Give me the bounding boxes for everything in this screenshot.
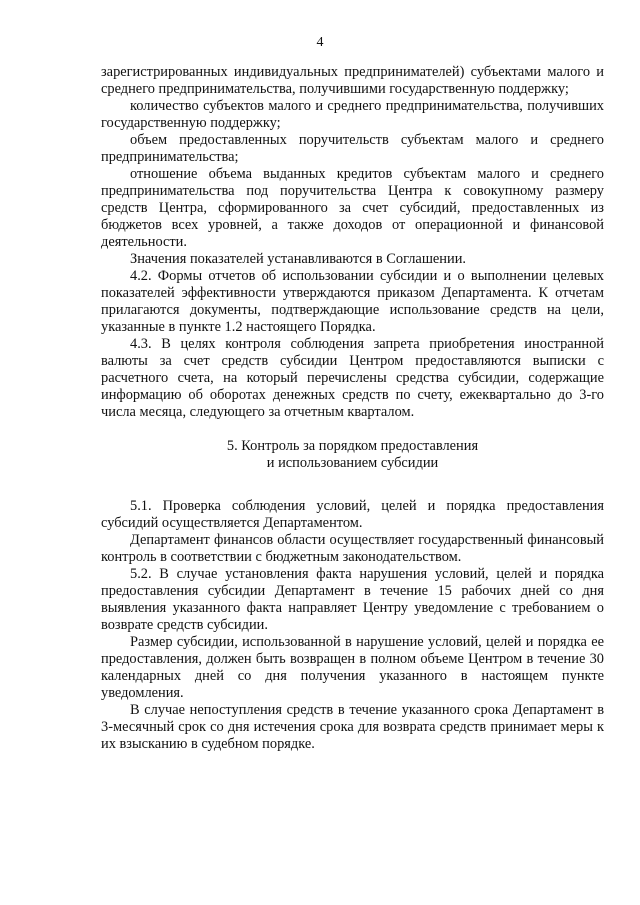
paragraph-5-1: 5.1. Проверка соблюдения условий, целей и порядка предоставления субсидий осуществляется Департаментом.: [101, 498, 604, 531]
document-body: [101, 64, 604, 753]
paragraph-4-2: 4.2. Формы отчетов об использовании субсидии и о выполнении целевых показателей эффективности утверждаются приказом Департамента. К отчетам прилагаются документы, подтверждающие использование средств на цели, указанные в пункте 1.2 настоящего Порядка.: [101, 268, 604, 335]
paragraph-court-recovery: В случае непоступления средств в течение указанного срока Департамент в 3-месячный срок со дня истечения срока для возврата средств принимает меры к их взысканию в судебном порядке.: [101, 702, 604, 752]
paragraph-indicator-values: Значения показателей устанавливаются в Соглашении.: [130, 251, 466, 267]
paragraph-refund-amount: Размер субсидии, использованной в нарушение условий, целей и порядка ее предоставления, должен быть возвращен в полном объеме Центром в течение 30 календарных дней со дня получения указанного в настоящем пункте уведомления.: [101, 634, 604, 701]
page-number: 4: [316, 35, 324, 50]
section-heading-line-2: и использованием субсидии: [266, 455, 439, 471]
paragraph-finance-control: Департамент финансов области осуществляет государственный финансовый контроль в соответствии с бюджетным законодательством.: [101, 532, 604, 565]
paragraph-indicator-ratio: отношение объема выданных кредитов субъектам малого и среднего предпринимательства под поручительства Центра к совокупному размеру средств Центра, сформированного за счет субсидий, предоставленных из бюджетов всех уровней, а также доходов от операционной и финансовой деятельности.: [101, 166, 604, 250]
paragraph-indicator-guarantees: объем предоставленных поручительств субъектам малого и среднего предпринимательства;: [101, 132, 604, 165]
spacer: [101, 421, 604, 438]
paragraph-4-3: 4.3. В целях контроля соблюдения запрета приобретения иностранной валюты за счет средств субсидии Центром предоставляются выписки с расчетного счета, на который перечислены средства субсидии, содержащие информацию об оборотах денежных средств по счету, ежеквартально до 3-го числа месяца, следующего за отчетным кварталом.: [101, 336, 604, 420]
paragraph-continuation: зарегистрированных индивидуальных предпринимателей) субъектами малого и среднего предпринимательства, получившими государственную поддержку;: [101, 64, 604, 97]
paragraph-indicator-count: количество субъектов малого и среднего предпринимательства, получивших государственную поддержку;: [101, 98, 604, 131]
spacer: [101, 472, 604, 498]
section-heading-line-1: 5. Контроль за порядком предоставления: [226, 438, 479, 454]
paragraph-5-2: 5.2. В случае установления факта нарушения условий, целей и порядка предоставления субсидии Департамент в течение 15 рабочих дней со дня выявления указанного факта направляет Центру уведомление с требованием о возврате средств субсидии.: [101, 566, 604, 633]
